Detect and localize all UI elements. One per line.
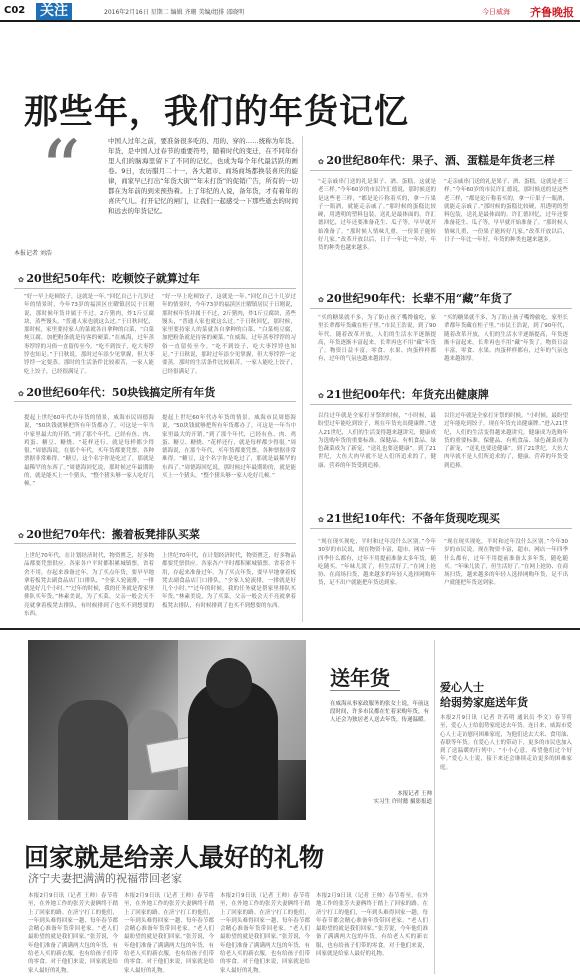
- divider: [14, 543, 296, 544]
- brand-sub: 今日威海: [482, 8, 510, 16]
- section-heading-50s: ✿ 20世纪50年代：吃顿饺子就算过年: [18, 270, 200, 286]
- divider: [330, 690, 400, 691]
- bottom-story-subtitle: 济宁夫妻把满满的祝福带回老家: [28, 872, 182, 885]
- aixin-title: 爱心人士 给弱势家庭送年货: [440, 681, 528, 709]
- section-label: 关注: [36, 3, 72, 20]
- body-text-50s-b: “好一早上吃顿饺子，这就是一年。”回忆自己十几岁过年的情景时，今年73岁的福滨区庄曜镇居民于日刚说，那时候年货并属于不过，2斤猪肉，炸1斤豆腐块，蒸些馒头，“普通人家也就这么过。”于日秋回忆，那时候，家里要持家人的菜就各自拿种的白菜，“白菜炖豆腐，加把粉条就是待客的硬菜。”在威海，过年蒸枣饽饽的习俗一直留传至今。“吃不到饺子，吃大枣饽饽也知足。”于日秋说，那时过年添少见掌握，但大枣饽饽一定要蒸。那时的生活条件比较艰苦，一家人能吃上饺子，已经很满足了。: [162, 294, 296, 375]
- column-divider: [434, 640, 435, 974]
- divider: [14, 288, 296, 289]
- body-text-60s-b: 提起上世纪60年代办年货的情景，威海市民周德海说，“50块钱就够把所有年货都办了，可这是一年当中家里最大的开销。”到了那个年代，已经有鱼、肉、鸡蛋、糖豆、糖烧、“花样还行，就是每样都少得很。”周德海说，在那个年代，买年货都要凭票，各种票据非常难得。“糖豆，这个名字你是吃过了，那就是最稀罕的东西了。”周德海回忆说，那时候过年最期盼的，就是能买上一个猪头，“整个猪头够一家人吃好几顿。”: [162, 415, 296, 480]
- aixin-body: 本报2月9日讯（记者 许若明 通讯员 李文）春节将至，爱心人士给弱势家庭送去年货。连日来，威海市爱心人士走访慰问困难家庭，为他们送去大米、食用油、春联等年货。在爱心人士的带动下，更多的市民也加入到了送温暖的行列中。“小小心意，希望他们过个好年。”爱心人士说，接下来还会继续走访更多的困难家庭。: [440, 715, 572, 771]
- bottom-body-d: 本报2月9日讯（记者 王帅）春节将至，在外地工作的张芳夫妻俩终于踏上了回家的路。在济宁打工的他们，一年到头难得回家一趟，每年春节都会精心准备年货带回老家。“老人们最盼望的就是我们回家。”张芳说，今年他们准备了满满两大包的年货，有给老人买的新衣服，也有给孩子们带的零食。对于他们来说，回家就是给家人最好的礼物。: [316, 893, 428, 958]
- body-text-90s-b: “买的糖果就不多，为了防止孩子嘴馋偷吃，家里长辈都年货藏在柜子里。”市民王浩说，到了90年代，随着改革开放，人们的生活水平逐渐提高，年货逐渐丰富起来，长辈再也不用“藏”年货了。物资日益丰富，零食、水果、肉蛋样样都有，过年的气氛也越来越浓厚。: [444, 315, 568, 363]
- photo-story-title: 送年货: [330, 666, 390, 690]
- brand-logo: 齐鲁晚报: [530, 6, 574, 19]
- bottom-body-a: 本报2月9日讯（记者 王帅）春节将至，在外地工作的张芳夫妻俩终于踏上了回家的路。在济宁打工的他们，一年到头难得回家一趟，每年春节都会精心准备年货带回老家。“老人们最盼望的就是我们回家。”张芳说，今年他们准备了满满两大包的年货，有给老人买的新衣服，也有给孩子们带的零食。对于他们来说，回家就是给家人最好的礼物。: [28, 893, 118, 974]
- divider: [310, 528, 572, 529]
- photo-person-left: [58, 700, 128, 820]
- page-title: 那些年，我们的年货记忆: [24, 92, 409, 132]
- divider: [310, 308, 572, 309]
- body-text-50s-a: “好一早上吃顿饺子，这就是一年。”回忆自己十几岁过年的情景时，今年73岁的福滨区庄曜镇居民于日刚说，那时候年货并属于不过，2斤猪肉，炸1斤豆腐块，蒸些馒头，“普通人家也就这么过。”于日秋回忆，那时候，家里要持家人的菜就各自拿种的白菜，“白菜炖豆腐，加把粉条就是待客的硬菜。”在威海，过年蒸枣饽饽的习俗一直留传至今。“吃不到饺子，吃大枣饽饽也知足。”于日秋说，那时过年添少见掌握，但大枣饽饽一定要蒸。那时的生活条件比较艰苦，一家人能吃上饺子，已经很满足了。: [24, 294, 154, 375]
- bottom-body-b: 本报2月9日讯（记者 王帅）春节将至，在外地工作的张芳夫妻俩终于踏上了回家的路。在济宁打工的他们，一年到头难得回家一趟，每年春节都会精心准备年货带回老家。“老人们最盼望的就是我们回家。”张芳说，今年他们准备了满满两大包的年货，有给老人买的新衣服，也有给孩子们带的零食。对于他们来说，回家就是给家人最好的礼物。: [124, 893, 214, 974]
- photo-story-byline: 本报记者 王帅 实习生 许时懿 摄影报道: [373, 791, 432, 805]
- body-text-70s-a: 上世纪70年代，在计划经济时代，物资匮乏，好多物品都要凭票供应。各家各户平时都积累城镇票，省着舍不用，存起来准备过年。为了买点年货，要早早地拿着板凳去副食品店门口排队，“全家人轮流排，一排就是好几个小时。”“过年的时候，我的任务就是帮家里排队买年货。”林素美说，为了买菜，父亲一般会天不亮就拿着板凳去排队，有时候排到了也买不到想要的东西。: [24, 553, 154, 618]
- photo-story-body: 在威海从事家政服务的张女士说，年前这段时间，许多市民都在忙着采购年货，有人还会为独居老人送去年货，传递温暖。: [330, 701, 430, 723]
- section-heading-80s: ✿ 20世纪80年代：果子、酒、蛋糕是年货老三样: [318, 152, 555, 168]
- divider: [14, 401, 296, 402]
- body-text-70s-b: 上世纪70年代，在计划经济时代，物资匮乏，好多物品都要凭票供应。各家各户平时都积累城镇票，省着舍不用，存起来准备过年。为了买点年货，要早早地拿着板凳去副食品店门口排队，“全家人轮流排，一排就是好几个小时。”“过年的时候，我的任务就是帮家里排队买年货。”林素美说，为了买菜，父亲一般会天不亮就拿着板凳去排队，有时候排到了也买不到想要的东西。: [162, 553, 296, 609]
- body-text-10s-a: “现在现买现吃，平时和过年没什么区别。”今年30岁的市民说，现在物资丰富，超市、网店一年四季什么都有，过年不用提前准备太多年货，随吃随买。“年味儿淡了，但生活好了。”在网上抢协、在商场扫货，越来越多的年轻人选择网购年货，足不出户就能把年货送到家。: [318, 539, 436, 587]
- section-heading-60s: ✿ 20世纪60年代：50块钱搞定所有年货: [18, 384, 215, 400]
- body-text-80s-a: “走亲戚串门送的礼是果子、酒、蛋糕，这就是老三样。”今年60岁的市民许汇德说，那时候送的是这些老三样，“都是论斤称着买的，拿一斤果子一瓶酒，就能走亲戚了。”那时候的蛋糕比较硬，用透明的塑料包装，送礼是最体面的。许汇德回忆，过年还要准备花生、瓜子等，早早就开始准备了。“那时候人情味儿重，一份果子能转好几家。”改革开放以后，日子一年比一年好，年货的种类也越来越多。: [318, 179, 436, 252]
- section-heading-90s: ✿ 20世纪90年代：长辈不用“藏”年货了: [318, 290, 513, 306]
- column-divider: [302, 136, 303, 622]
- bottom-story-title: 回家就是给亲人最好的礼物: [24, 843, 325, 872]
- divider: [310, 404, 572, 405]
- section-heading-00s: ✿ 21世纪00年代：年货充出健康牌: [318, 386, 489, 402]
- body-text-60s-a: 提起上世纪60年代办年货的情景，威海市民周德海说，“50块钱就够把所有年货都办了，可这是一年当中家里最大的开销。”到了那个年代，已经有鱼、肉、鸡蛋、糖豆、糖烧、“花样还行，就是每样都少得很。”周德海说，在那个年代，买年货都要凭票，各种票据非常难得。“糖豆，这个名字你是吃过了，那就是最稀罕的东西了。”周德海回忆说，那时候过年最期盼的，就是能买上一个猪头，“整个猪头够一家人吃好几顿。”: [24, 415, 154, 488]
- byline: 本报记者 刘浩: [14, 250, 52, 257]
- body-text-10s-b: “现在现买现吃，平时和过年没什么区别。”今年30岁的市民说，现在物资丰富，超市、网店一年四季什么都有，过年不用提前准备太多年货，随吃随买。“年味儿淡了，但生活好了。”在网上抢协、在商场扫货，越来越多的年轻人选择网购年货，足不出户就能把年货送到家。: [444, 539, 568, 587]
- photo-head: [206, 658, 252, 708]
- body-text-90s-a: “买的糖果就不多，为了防止孩子嘴馋偷吃，家里长辈都年货藏在柜子里。”市民王浩说，到了90年代，随着改革开放，人们的生活水平逐渐提高，年货逐渐丰富起来，长辈再也不用“藏”年货了。物资日益丰富，零食、水果、肉蛋样样都有，过年的气氛也越来越浓厚。: [318, 315, 436, 363]
- section-heading-70s: ✿ 20世纪70年代：搬着板凳排队买菜: [18, 526, 200, 542]
- divider: [310, 170, 572, 171]
- body-text-80s-b: “走亲戚串门送的礼是果子、酒、蛋糕，这就是老三样。”今年60岁的市民许汇德说，那时候送的是这些老三样，“都是论斤称着买的，拿一斤果子一瓶酒，就能走亲戚了。”那时候的蛋糕比较硬，用透明的塑料包装，送礼是最体面的。许汇德回忆，过年还要准备花生、瓜子等，早早就开始准备了。“那时候人情味儿重，一份果子能转好几家。”改革开放以后，日子一年比一年好，年货的种类也越来越多。: [444, 179, 568, 244]
- page-number: C02: [4, 5, 26, 16]
- bottom-body-c: 本报2月9日讯（记者 王帅）春节将至，在外地工作的张芳夫妻俩终于踏上了回家的路。在济宁打工的他们，一年到头难得回家一趟，每年春节都会精心准备年货带回老家。“老人们最盼望的就是我们回家。”张芳说，今年他们准备了满满两大包的年货，有给老人买的新衣服，也有给孩子们带的零食。对于他们来说，回家就是给家人最好的礼物。: [220, 893, 310, 974]
- lead-paragraph: 中国人过年之前，要准备很多吃的、用的、穿的……统称为年货。年货，是中国人过春节的重要符号，随着时代的变迁，在不同年份里人们的脑海里留下了不同的记忆，也成为每个年代最活跃的画卷。9日，农历腊月二十一，各大超市、商场商场都换装喜庆的旋律，商家早已打出“年货大街”“年末打货”的促销广告，所有的一切都在为年前的到来预热着。上了年纪的人说，备年货，才有着年的喜庆气儿。打开记忆的闸门，让我们一起感受一下那些逝去的时间和远去的年货记忆。: [108, 137, 298, 215]
- body-text-00s-b: 以往过年就是全家打牙祭的时候，“小时候，最盼望过年能吃到饺子，现在年货充出健康牌。”进入21世纪，人们的生活变得越来越讲究，健康成为选购年货的重要标准。保健品、有机食品、绿色蔬菜成为了新宠，“送礼也要送健康”。到了21世纪，大鱼大肉早就不是人们所追求的了，健康、营养的年货受到追捧。: [444, 413, 568, 469]
- section-heading-10s: ✿ 21世纪10年代：不备年货现吃现买: [318, 510, 500, 526]
- dateline: 2016年2月16日 星期二 编辑 齐珊 美编/组排 邵晓明: [104, 9, 245, 16]
- body-text-00s-a: 以往过年就是全家打牙祭的时候，“小时候，最盼望过年能吃到饺子，现在年货充出健康牌。”进入21世纪，人们的生活变得越来越讲究，健康成为选购年货的重要标准。保健品、有机食品、绿色蔬菜成为了新宠，“送礼也要送健康”。到了21世纪，大鱼大肉早就不是人们所追求的了，健康、营养的年货受到追捧。: [318, 413, 436, 469]
- news-photo: [28, 640, 306, 820]
- section-separator: [0, 628, 580, 630]
- quote-mark-icon: “: [40, 123, 81, 216]
